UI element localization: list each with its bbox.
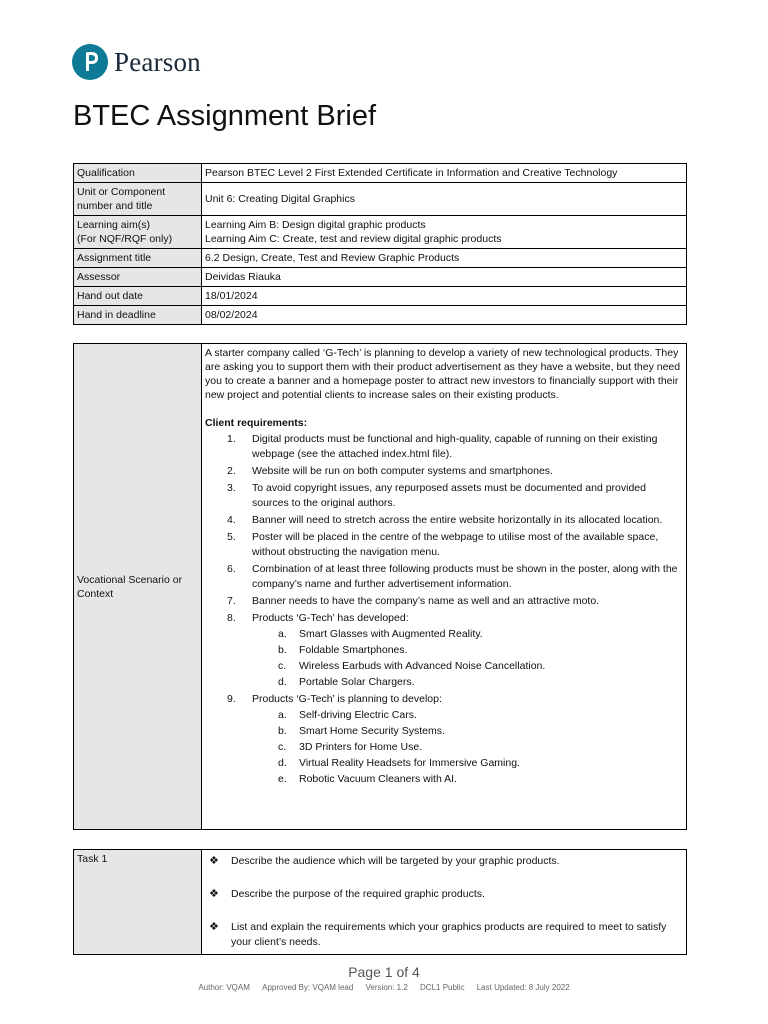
scenario-content: [202, 344, 687, 830]
item-text: Smart Home Security Systems.: [299, 725, 445, 737]
item-number: 1.: [227, 433, 236, 445]
sub-list-item: [252, 739, 683, 755]
item-text: 3D Printers for Home Use.: [299, 741, 423, 753]
row-value: Pearson BTEC Level 2 First Extended Certificate in Information and Creative Technology: [202, 164, 687, 183]
list-item: [205, 513, 683, 528]
row-value-line: Learning Aim B: Design digital graphic products: [205, 219, 426, 231]
page-title: BTEC Assignment Brief: [73, 100, 376, 132]
bullet-text: Describe the purpose of the required graphic products.: [231, 888, 485, 900]
scenario-intro: A starter company called ‘G-Tech’ is planning to develop a variety of new technological products. They are asking you to support them with their product advertisement as they have a website, but they need you to create a banner and a homepage poster to attract new investors to financially support with their new project and potential clients to increase sales on their existing products.: [205, 347, 681, 401]
sub-list-item: [252, 626, 683, 642]
list-item: [205, 692, 683, 787]
footer-version: Version: 1.2: [365, 983, 408, 992]
row-label: Assessor: [74, 268, 202, 287]
item-letter: a.: [278, 628, 287, 640]
sub-list-item: [252, 771, 683, 787]
item-letter: b.: [278, 725, 287, 737]
row-value: Deividas Riauka: [202, 268, 687, 287]
row-label: [74, 216, 202, 249]
item-text: Portable Solar Chargers.: [299, 676, 415, 688]
item-number: 5.: [227, 531, 236, 543]
list-item: [205, 481, 683, 511]
item-text: Foldable Smartphones.: [299, 644, 408, 656]
row-value: 08/02/2024: [202, 306, 687, 325]
item-letter: c.: [278, 660, 287, 672]
sub-list-item: [252, 707, 683, 723]
diamond-bullet-icon: ❖: [209, 921, 219, 933]
sub-list-item: [252, 674, 683, 690]
footer-approved: Approved By: VQAM lead: [262, 983, 354, 992]
item-letter: b.: [278, 644, 287, 656]
table-row: [74, 850, 687, 955]
sub-list-item: [252, 642, 683, 658]
task-bullet: [205, 887, 683, 902]
footer-metadata: [0, 983, 768, 992]
row-label-line: (For NQF/RQF only): [77, 233, 173, 245]
logo-text: Pearson: [114, 46, 201, 77]
task1-table: [73, 849, 687, 955]
item-letter: d.: [278, 757, 287, 769]
item-number: 7.: [227, 595, 236, 607]
developed-products-list: [252, 626, 683, 690]
item-text: Banner will need to stretch across the entire website horizontally in its allocated location.: [252, 514, 663, 526]
row-value-line: Learning Aim C: Create, test and review digital graphic products: [205, 233, 502, 245]
pearson-p-icon: [72, 44, 108, 80]
list-item: [205, 562, 683, 592]
item-text: Smart Glasses with Augmented Reality.: [299, 628, 483, 640]
item-number: 3.: [227, 482, 236, 494]
row-value: 6.2 Design, Create, Test and Review Graphic Products: [202, 249, 687, 268]
assignment-details-table: [73, 163, 687, 325]
scenario-table: [73, 343, 687, 830]
item-text: Banner needs to have the company’s name as well and an attractive moto.: [252, 595, 600, 607]
item-text: Robotic Vacuum Cleaners with AI.: [299, 773, 457, 785]
row-label: Qualification: [74, 164, 202, 183]
item-text: Products ‘G-Tech’ is planning to develop:: [252, 693, 442, 705]
task-label: Task 1: [74, 850, 202, 955]
item-letter: a.: [278, 709, 287, 721]
item-text: To avoid copyright issues, any repurposed assets must be documented and provided sources to the original authors.: [252, 482, 646, 509]
list-item: [205, 464, 683, 479]
row-label-line: Learning aim(s): [77, 219, 150, 231]
bullet-text: List and explain the requirements which your graphics products are required to meet to satisfy your client’s needs.: [231, 921, 667, 948]
list-item: [205, 530, 683, 560]
pearson-logo: [72, 44, 201, 80]
row-label: Unit or Component number and title: [74, 183, 202, 216]
sub-list-item: [252, 658, 683, 674]
row-value: 18/01/2024: [202, 287, 687, 306]
item-text: Poster will be placed in the centre of the webpage to utilise most of the available space, without obstructing the navigation menu.: [252, 531, 659, 558]
table-row: [74, 344, 687, 830]
item-number: 4.: [227, 514, 236, 526]
row-label: Assignment title: [74, 249, 202, 268]
list-item: [205, 594, 683, 609]
footer-author: Author: VQAM: [198, 983, 250, 992]
planned-products-list: [252, 707, 683, 787]
list-item: [205, 432, 683, 462]
footer-updated: Last Updated: 8 July 2022: [476, 983, 570, 992]
task-content: [202, 850, 687, 955]
item-letter: e.: [278, 773, 287, 785]
task-bullet: [205, 854, 683, 869]
item-text: Wireless Earbuds with Advanced Noise Cancellation.: [299, 660, 546, 672]
requirements-heading: Client requirements:: [205, 417, 308, 429]
item-text: Self-driving Electric Cars.: [299, 709, 417, 721]
footer-classification: DCL1 Public: [420, 983, 465, 992]
item-number: 6.: [227, 563, 236, 575]
sub-list-item: [252, 755, 683, 771]
item-letter: c.: [278, 741, 287, 753]
requirements-list: [205, 432, 683, 787]
scenario-label: Vocational Scenario or Context: [74, 344, 202, 830]
table-row: [74, 287, 687, 306]
item-text: Digital products must be functional and high-quality, capable of running on their existing webpage (see the attached index.html file).: [252, 433, 658, 460]
row-value: Unit 6: Creating Digital Graphics: [202, 183, 687, 216]
task-bullet: [205, 920, 683, 950]
row-value: [202, 216, 687, 249]
table-row: [74, 249, 687, 268]
item-number: 2.: [227, 465, 236, 477]
row-label: Hand out date: [74, 287, 202, 306]
item-text: Products ‘G-Tech’ has developed:: [252, 612, 409, 624]
item-letter: d.: [278, 676, 287, 688]
table-row: [74, 164, 687, 183]
table-row: [74, 183, 687, 216]
page-number: Page 1 of 4: [348, 964, 420, 980]
table-row: [74, 268, 687, 287]
item-number: 8.: [227, 612, 236, 624]
list-item: [205, 611, 683, 690]
row-label: Hand in deadline: [74, 306, 202, 325]
diamond-bullet-icon: ❖: [209, 855, 219, 867]
diamond-bullet-icon: ❖: [209, 888, 219, 900]
bullet-text: Describe the audience which will be targeted by your graphic products.: [231, 855, 560, 867]
table-row: [74, 216, 687, 249]
item-number: 9.: [227, 693, 236, 705]
table-row: [74, 306, 687, 325]
item-text: Website will be run on both computer systems and smartphones.: [252, 465, 553, 477]
item-text: Virtual Reality Headsets for Immersive Gaming.: [299, 757, 520, 769]
item-text: Combination of at least three following products must be shown in the poster, along with the company’s name and further advertisement information.: [252, 563, 678, 590]
sub-list-item: [252, 723, 683, 739]
